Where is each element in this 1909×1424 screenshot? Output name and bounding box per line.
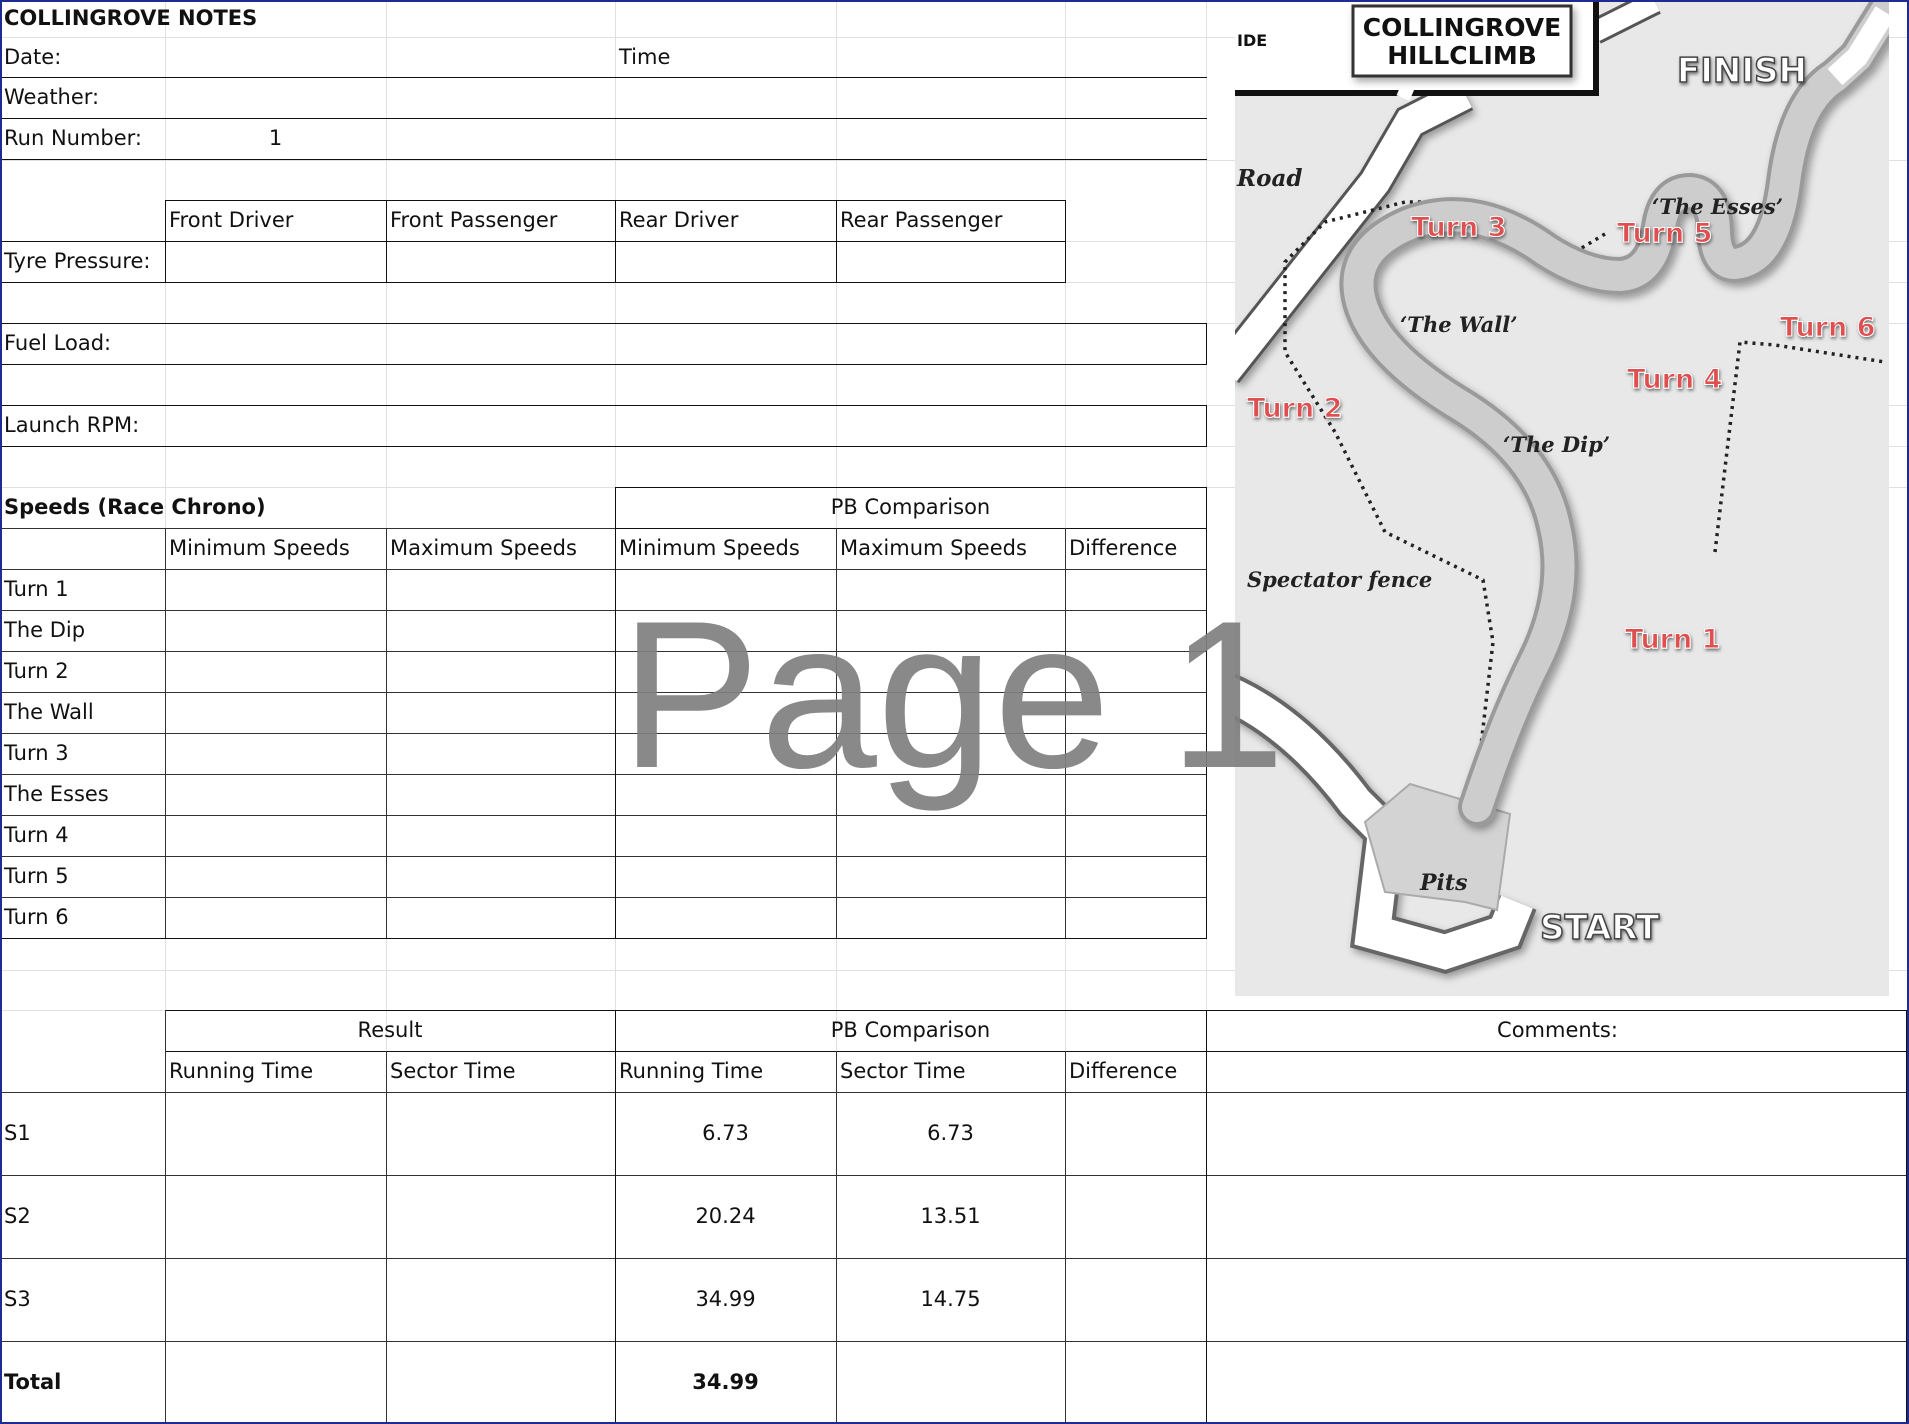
sector-row-label: S2 bbox=[4, 1204, 31, 1228]
sector-col-sector: Sector Time bbox=[390, 1059, 516, 1083]
tyre-rear-driver-cell[interactable] bbox=[615, 241, 836, 282]
speeds-row-label: Turn 5 bbox=[4, 864, 69, 888]
spectator-fence-label: Spectator fence bbox=[1247, 567, 1433, 592]
map-title-line1: COLLINGROVE bbox=[1362, 13, 1562, 42]
sector-pb-running-value[interactable]: 6.73 bbox=[702, 1121, 749, 1145]
speeds-col-max: Maximum Speeds bbox=[390, 536, 577, 560]
fuel-load-cell[interactable] bbox=[165, 323, 1206, 364]
speeds-row-label: Turn 6 bbox=[4, 905, 69, 929]
speeds-col-difference: Difference bbox=[1069, 536, 1178, 560]
sector-col-pb-running: Running Time bbox=[619, 1059, 764, 1083]
speeds-col-min: Minimum Speeds bbox=[169, 536, 350, 560]
turn-6-label: Turn 6 bbox=[1780, 312, 1876, 343]
run-number-label: Run Number: bbox=[4, 126, 143, 150]
map-title-sign bbox=[1235, 2, 1596, 98]
speeds-pb-header: PB Comparison bbox=[830, 495, 991, 519]
tyre-pressure-label: Tyre Pressure: bbox=[4, 249, 151, 273]
speeds-col-pb-max: Maximum Speeds bbox=[840, 536, 1027, 560]
sector-pb-sector-value[interactable]: 13.51 bbox=[920, 1204, 981, 1228]
speeds-row-label: The Dip bbox=[4, 618, 86, 642]
sector-total-pb-running-value[interactable]: 34.99 bbox=[692, 1370, 759, 1394]
the-wall-label: ‘The Wall’ bbox=[1400, 312, 1518, 337]
weather-label: Weather: bbox=[4, 85, 100, 109]
track-map bbox=[1235, 2, 1889, 996]
sector-row-label: S1 bbox=[4, 1121, 31, 1145]
pits-label: Pits bbox=[1420, 870, 1468, 896]
tyre-header-front-driver: Front Driver bbox=[169, 208, 294, 232]
fuel-load-label: Fuel Load: bbox=[4, 331, 112, 355]
speeds-row-label: Turn 2 bbox=[4, 659, 69, 683]
launch-rpm-label: Launch RPM: bbox=[4, 413, 140, 437]
speeds-row-label: Turn 1 bbox=[4, 577, 69, 601]
road-label: Road bbox=[1237, 165, 1303, 192]
sector-row-label: S3 bbox=[4, 1287, 31, 1311]
sector-pb-running-value[interactable]: 20.24 bbox=[695, 1204, 756, 1228]
start-label: START bbox=[1540, 908, 1660, 948]
the-dip-label: ‘The Dip’ bbox=[1503, 432, 1611, 457]
speeds-title: Speeds (Race Chrono) bbox=[4, 495, 266, 519]
the-esses-label: ‘The Esses’ bbox=[1652, 194, 1784, 219]
finish-label: FINISH bbox=[1677, 51, 1807, 91]
sector-pb-header: PB Comparison bbox=[830, 1018, 991, 1042]
comments-header: Comments: bbox=[1497, 1018, 1618, 1042]
map-title-line2: HILLCLIMB bbox=[1387, 41, 1537, 70]
launch-rpm-cell[interactable] bbox=[165, 405, 1206, 446]
sector-col-pb-sector: Sector Time bbox=[840, 1059, 966, 1083]
turn-4-label: Turn 4 bbox=[1627, 364, 1723, 395]
time-label: Time bbox=[619, 44, 671, 69]
run-number-value[interactable]: 1 bbox=[268, 126, 283, 150]
tyre-rear-passenger-cell[interactable] bbox=[836, 241, 1065, 282]
page-watermark: Page 1 bbox=[620, 577, 1286, 812]
sector-col-difference: Difference bbox=[1069, 1059, 1178, 1083]
tyre-header-front-passenger: Front Passenger bbox=[390, 208, 558, 232]
speeds-row-label: Turn 3 bbox=[4, 741, 69, 765]
sector-result-header: Result bbox=[357, 1018, 423, 1042]
sector-pb-sector-value[interactable]: 14.75 bbox=[920, 1287, 981, 1311]
speeds-row-label: Turn 4 bbox=[4, 823, 69, 847]
tyre-header-rear-driver: Rear Driver bbox=[619, 208, 739, 232]
sheet-title: COLLINGROVE NOTES bbox=[4, 6, 258, 30]
turn-2-label: Turn 2 bbox=[1247, 393, 1343, 424]
speeds-col-pb-min: Minimum Speeds bbox=[619, 536, 800, 560]
turn-5-label: Turn 5 bbox=[1617, 218, 1713, 249]
sector-pb-running-value[interactable]: 34.99 bbox=[695, 1287, 756, 1311]
turn-3-label: Turn 3 bbox=[1411, 212, 1507, 243]
turn-1-label: Turn 1 bbox=[1625, 624, 1721, 655]
tyre-front-driver-cell[interactable] bbox=[165, 241, 386, 282]
date-label: Date: bbox=[4, 44, 62, 69]
tyre-header-rear-passenger: Rear Passenger bbox=[840, 208, 1003, 232]
speeds-row-label: The Esses bbox=[4, 782, 109, 806]
sector-col-running: Running Time bbox=[169, 1059, 314, 1083]
sector-total-label: Total bbox=[4, 1370, 62, 1394]
tyre-front-passenger-cell[interactable] bbox=[386, 241, 615, 282]
map-edge-text: IDE bbox=[1237, 31, 1268, 50]
speeds-row-label: The Wall bbox=[4, 700, 94, 724]
sector-pb-sector-value[interactable]: 6.73 bbox=[927, 1121, 974, 1145]
